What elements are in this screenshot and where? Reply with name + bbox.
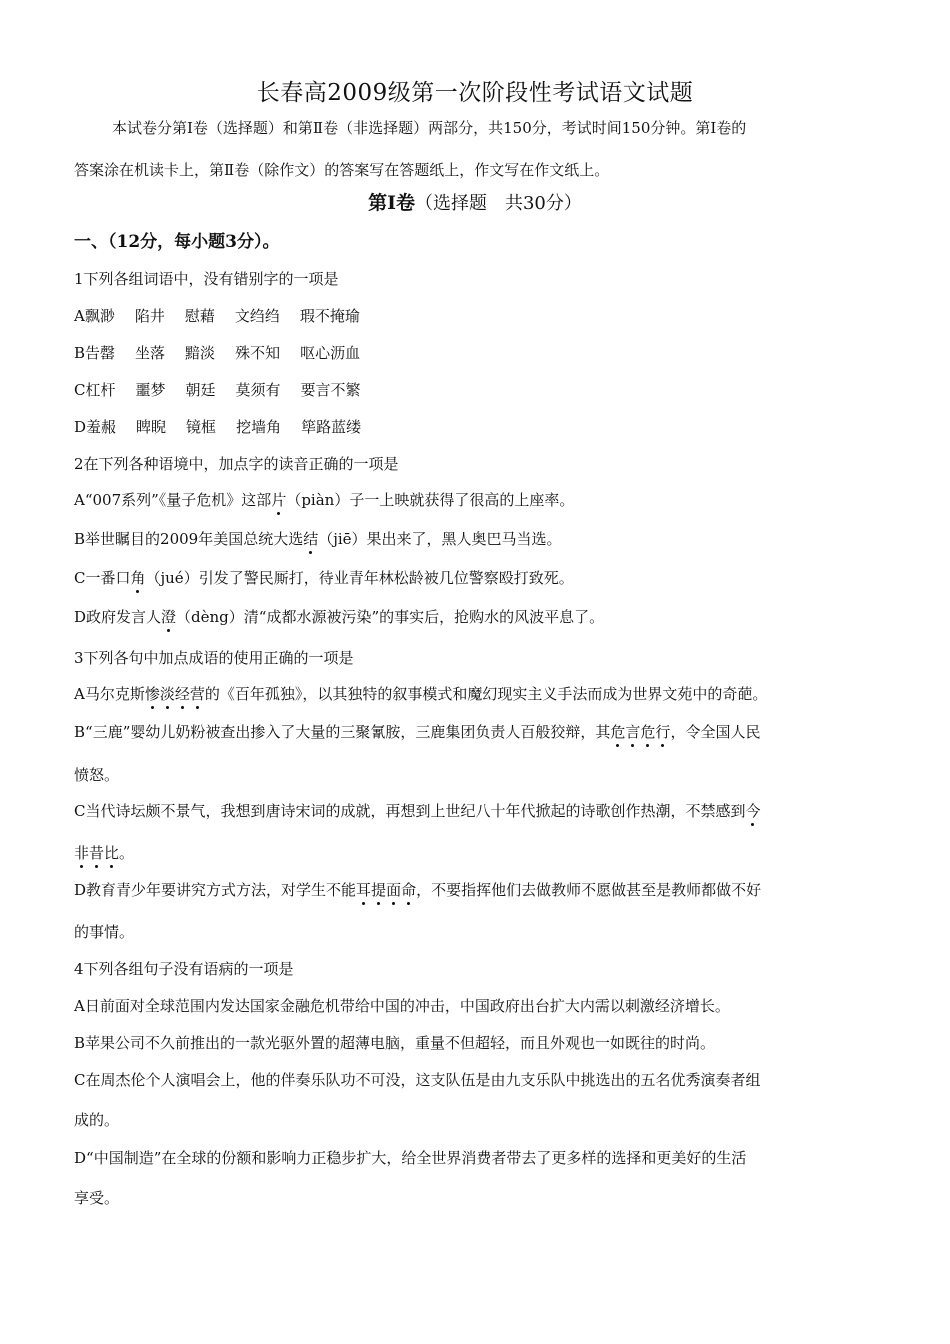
q1-a-word: 文绉绉 [234, 307, 280, 325]
q3-option-c [74, 800, 874, 821]
q4-option-c-cont: 成的。 [74, 1111, 120, 1129]
q3-option-d [74, 879, 874, 900]
intro-line-1: 本试卷分第Ⅰ卷（选择题）和第Ⅱ卷（非选择题）两部分，共150分，考试时间150分钟。第Ⅰ卷的 [112, 119, 747, 137]
q2-d-dotted-char: 澄 [161, 608, 177, 626]
q1-b-word: 殊不知 [235, 344, 281, 362]
q3-option-b-cont: 愤怒。 [74, 766, 120, 784]
q3-option-a [74, 683, 874, 704]
q1-c-word: 噩梦 [135, 381, 166, 399]
q1-option-d [74, 416, 874, 437]
part-heading: 一、（12分，每小题3分）。 [74, 232, 280, 252]
q1-d-word: 挖墙角 [236, 418, 282, 436]
q1-c-word: C杠杆 [74, 381, 116, 399]
section-heading [0, 188, 950, 215]
q2-option-c [74, 567, 874, 588]
q3-a-dotted-char: 惨 [144, 685, 160, 703]
q3-b-dotted-char: 危 [610, 723, 626, 741]
q2-b-post: （jiē）果出来了，黑人奥巴马当选。 [318, 530, 562, 548]
q3-b-post: ，令全国人民 [670, 723, 761, 741]
q4-stem: 4下列各组句子没有语病的一项是 [74, 960, 294, 978]
q4-option-d-cont: 享受。 [74, 1189, 120, 1207]
q2-c-pre: C一番口 [74, 569, 131, 587]
q3-a-dotted-char: 经 [174, 685, 190, 703]
q3-option-d-cont: 的事情。 [74, 923, 135, 941]
q3-a-pre: A马尔克斯 [74, 685, 145, 703]
q1-c-word: 朝廷 [185, 381, 216, 399]
q2-stem: 2在下列各种语境中，加点字的读音正确的一项是 [74, 455, 399, 473]
q3-b-dotted-char: 言 [625, 723, 641, 741]
q1-d-word: 筚路蓝缕 [301, 418, 362, 436]
q3-d-dotted-char: 命 [401, 881, 417, 899]
q3-d-post: ，不要指挥他们去做教师不愿做甚至是教师都做不好 [416, 881, 762, 899]
q2-c-post: （jué）引发了警民厮打，待业青年林松龄被几位警察殴打致死。 [145, 569, 574, 587]
q3-b-dotted-char: 行 [655, 723, 671, 741]
q3-d-dotted-char: 耳 [356, 881, 372, 899]
q3-c-post: 。 [119, 844, 135, 862]
q1-a-word: A飘渺 [74, 307, 115, 325]
q4-option-a: A日前面对全球范围内发达国家金融危机带给中国的冲击，中国政府出台扩大内需以刺激经济增长。 [74, 997, 730, 1015]
q1-option-b [74, 342, 874, 363]
q1-a-word: 陷井 [134, 307, 165, 325]
q2-option-a [74, 489, 874, 510]
q1-b-word: B告罄 [74, 344, 116, 362]
q3-c-pre: C当代诗坛颇不景气，我想到唐诗宋词的成就，再想到上世纪八十年代掀起的诗歌创作热潮，不禁感到 [74, 802, 746, 820]
q2-b-dotted-char: 结 [303, 530, 319, 548]
q2-a-dotted-char: 片 [271, 491, 287, 509]
q4-option-d: D“中国制造”在全球的份额和影响力正稳步扩大，给全世界消费者带去了更多样的选择和更美好的生活 [74, 1149, 747, 1167]
q1-d-word: D羞赧 [74, 418, 117, 436]
q3-option-b [74, 721, 874, 742]
q1-option-c [74, 379, 874, 400]
q2-a-pre: A“007系列”《量子危机》这部 [74, 491, 272, 509]
q2-b-pre: B举世瞩目的2009年美国总统大选 [74, 530, 304, 548]
q3-c-dotted-char: 非 [74, 844, 90, 862]
q2-option-b [74, 528, 874, 549]
q4-option-b: B苹果公司不久前推出的一款光驱外置的超薄电脑，重量不但超轻，而且外观也一如既往的时尚。 [74, 1034, 716, 1052]
q1-b-word: 呕心沥血 [300, 344, 361, 362]
q3-a-post: 的《百年孤独》，以其独特的叙事模式和魔幻现实主义手法而成为世界文苑中的奇葩。 [204, 685, 768, 703]
q2-a-post: （piàn）子一上映就获得了很高的上座率。 [286, 491, 575, 509]
page-title: 长春高2009级第一次阶段性考试语文试题 [256, 80, 694, 106]
q1-b-word: 黯淡 [185, 344, 216, 362]
q1-c-word: 莫须有 [235, 381, 281, 399]
q4-option-c: C在周杰伦个人演唱会上，他的伴奏乐队功不可没，这支队伍是由九支乐队中挑选出的五名优秀演奏者组 [74, 1071, 761, 1089]
q3-d-dotted-char: 面 [386, 881, 402, 899]
section-heading-rest: （选择题 共30分） [414, 193, 582, 214]
section-heading-bold: 第Ⅰ卷 [368, 192, 415, 214]
q1-a-word: 慰藉 [184, 307, 215, 325]
q1-a-word: 瑕不掩瑜 [299, 307, 360, 325]
q3-stem: 3下列各句中加点成语的使用正确的一项是 [74, 649, 354, 667]
q1-d-word: 镜框 [186, 418, 217, 436]
q3-b-pre: B“三鹿”婴幼儿奶粉被查出掺入了大量的三聚氰胺，三鹿集团负责人百般狡辩，其 [74, 723, 611, 741]
q3-d-dotted-char: 提 [371, 881, 387, 899]
q2-d-pre: D政府发言人 [74, 608, 162, 626]
q2-d-post: （dèng）清“成都水源被污染”的事实后，抢购水的风波平息了。 [176, 608, 605, 626]
q3-option-c-cont [74, 842, 874, 863]
q1-d-word: 睥睨 [136, 418, 167, 436]
q3-c-dotted-char: 今 [745, 802, 761, 820]
q2-c-dotted-char: 角 [130, 569, 146, 587]
q3-c-dotted-char: 比 [104, 844, 120, 862]
q1-b-word: 坐落 [135, 344, 166, 362]
q1-option-a [74, 305, 874, 326]
q3-a-dotted-char: 营 [189, 685, 205, 703]
q2-option-d [74, 606, 874, 627]
q1-c-word: 要言不繁 [300, 381, 361, 399]
q3-c-dotted-char: 昔 [89, 844, 105, 862]
q3-b-dotted-char: 危 [640, 723, 656, 741]
q3-a-dotted-char: 淡 [159, 685, 175, 703]
q3-d-pre: D教育青少年要讲究方式方法，对学生不能 [74, 881, 357, 899]
intro-line-2: 答案涂在机读卡上，第Ⅱ卷（除作文）的答案写在答题纸上，作文写在作文纸上。 [74, 161, 610, 179]
q1-stem: 1下列各组词语中，没有错别字的一项是 [74, 270, 339, 288]
